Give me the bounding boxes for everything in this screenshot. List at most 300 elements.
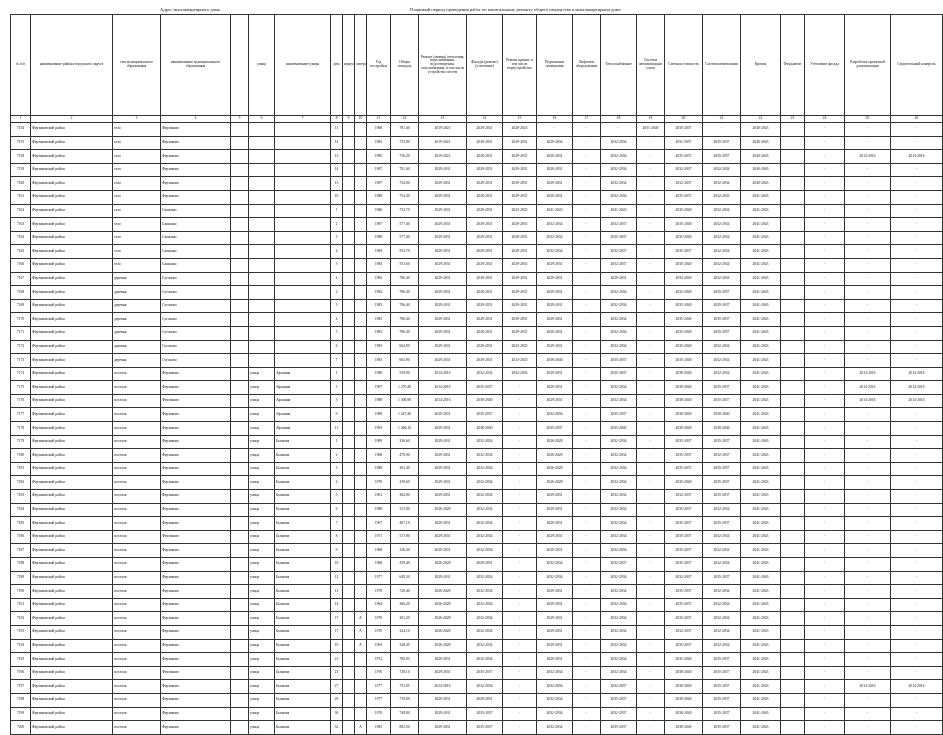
table-cell	[231, 639, 249, 653]
table-cell	[355, 666, 367, 680]
table-cell: деревня	[113, 299, 161, 313]
table-cell: Ферзиково	[161, 625, 231, 639]
table-cell: -	[503, 381, 537, 395]
table-cell: 7189	[11, 571, 31, 585]
table-cell: Афонина	[275, 394, 331, 408]
table-cell: -	[845, 612, 891, 626]
table-cell	[249, 340, 275, 354]
table-cell	[781, 204, 805, 218]
table-cell: 2029-2031	[537, 367, 573, 381]
table-cell: 2032-2034	[601, 435, 637, 449]
table-cell	[343, 381, 355, 395]
table-cell: 2032-2034	[467, 476, 503, 490]
table-cell: 9	[331, 408, 343, 422]
table-cell	[343, 394, 355, 408]
table-cell: Ферзиковский район	[31, 177, 113, 191]
table-cell: -	[891, 558, 943, 572]
table-cell: Ферзиковский район	[31, 204, 113, 218]
table-cell: 756,20	[391, 150, 419, 164]
table-cell: 2038-2040	[537, 354, 573, 368]
table-cell	[231, 177, 249, 191]
table-cell: Бычкова	[275, 435, 331, 449]
table-row	[11, 693, 943, 707]
table-cell	[781, 231, 805, 245]
table-cell: 2029-2031	[419, 190, 467, 204]
table-cell	[355, 476, 367, 490]
table-cell: -	[845, 639, 891, 653]
table-cell: -	[805, 163, 845, 177]
table-cell: 7163	[11, 218, 31, 232]
table-cell: 753,05	[391, 680, 419, 694]
table-cell: -	[891, 340, 943, 354]
table-cell: -	[637, 150, 665, 164]
table-cell: 1967	[367, 517, 391, 531]
table-cell: 2032-2034	[601, 585, 637, 599]
table-cell	[231, 558, 249, 572]
table-cell	[343, 707, 355, 721]
table-cell	[781, 136, 805, 150]
table-row	[11, 272, 943, 286]
table-cell: поселок	[113, 639, 161, 653]
table-cell: 2032-2037	[665, 625, 703, 639]
table-cell: -	[637, 136, 665, 150]
table-cell: Бычкова	[275, 639, 331, 653]
table-cell: 2029-2031	[537, 598, 573, 612]
table-cell: 2032-2034	[467, 585, 503, 599]
table-cell: село	[113, 136, 161, 150]
table-cell: 2040-2043	[741, 136, 781, 150]
table-cell: 2029-2034	[537, 136, 573, 150]
table-cell: улица	[249, 367, 275, 381]
table-cell: -	[805, 150, 845, 164]
table-cell: Ферзиковский район	[31, 666, 113, 680]
table-cell: 1986	[367, 204, 391, 218]
table-cell	[355, 286, 367, 300]
table-cell: 2032-2034	[601, 653, 637, 667]
table-cell: -	[537, 123, 573, 137]
table-cell: -	[503, 721, 537, 735]
table-cell: 1983	[367, 313, 391, 327]
table-cell: 2041-2043	[741, 693, 781, 707]
column-header: литера	[355, 15, 367, 116]
table-cell: 577,40	[391, 231, 419, 245]
table-cell: 2035-2037	[467, 381, 503, 395]
table-cell: 2035-2037	[601, 367, 637, 381]
table-cell: 1984	[367, 258, 391, 272]
table-cell: Ферзиково	[161, 666, 231, 680]
table-cell: 2029-2031	[467, 177, 503, 191]
table-row	[11, 462, 943, 476]
table-cell: 1987	[367, 177, 391, 191]
table-cell	[781, 612, 805, 626]
table-cell: -	[805, 707, 845, 721]
table-cell	[781, 299, 805, 313]
table-cell: 2035-2037	[665, 530, 703, 544]
table-cell	[355, 653, 367, 667]
table-cell: 11	[331, 123, 343, 137]
table-cell: 2038-2040	[665, 422, 703, 436]
table-cell: 2035-2037	[665, 503, 703, 517]
table-cell: 2032-2034	[537, 571, 573, 585]
table-cell: -	[503, 680, 537, 694]
table-cell	[355, 558, 367, 572]
table-cell: 6	[331, 503, 343, 517]
table-cell: 2029-2031	[419, 544, 467, 558]
table-cell: 2029-2031	[467, 299, 503, 313]
table-cell	[343, 367, 355, 381]
table-cell: Ферзиково	[161, 612, 231, 626]
table-cell: 2032-2034	[537, 231, 573, 245]
table-cell: Афонина	[275, 422, 331, 436]
table-cell: -	[891, 218, 943, 232]
table-cell: -	[503, 585, 537, 599]
table-cell: 1968	[367, 123, 391, 137]
table-cell: 3	[331, 381, 343, 395]
table-cell: 7188	[11, 558, 31, 572]
table-cell	[231, 218, 249, 232]
table-cell: 2032-2034	[601, 381, 637, 395]
table-cell: -	[573, 136, 601, 150]
table-cell: 1987	[367, 218, 391, 232]
table-cell: 1988	[367, 462, 391, 476]
table-cell: 2029-2031	[419, 462, 467, 476]
table-cell: -	[845, 625, 891, 639]
table-cell: 1968	[367, 449, 391, 463]
table-cell: -	[805, 490, 845, 504]
column-header: Сметная стоимость	[665, 15, 703, 116]
table-cell: -	[845, 313, 891, 327]
table-cell: 1 306,90	[391, 394, 419, 408]
table-cell: -	[845, 721, 891, 735]
table-cell: улица	[249, 639, 275, 653]
table-cell: 1988	[367, 190, 391, 204]
table-cell: 4	[331, 476, 343, 490]
table-cell	[231, 585, 249, 599]
table-cell: 2	[331, 449, 343, 463]
table-cell: село	[113, 231, 161, 245]
table-cell: -	[503, 598, 537, 612]
table-cell: 2032-2034	[601, 490, 637, 504]
table-cell: 29	[331, 693, 343, 707]
table-cell: 2032-2034	[467, 435, 503, 449]
table-cell: 7195	[11, 653, 31, 667]
table-cell: 2023-2025	[503, 204, 537, 218]
table-cell: 1970	[367, 476, 391, 490]
table-cell: Ферзиково	[161, 190, 231, 204]
table-cell: 2035-2037	[665, 612, 703, 626]
table-cell: 517,00	[391, 530, 419, 544]
table-cell: поселок	[113, 666, 161, 680]
table-cell: 2029-2031	[503, 218, 537, 232]
table-cell: 2020-2031	[537, 163, 573, 177]
table-cell	[355, 530, 367, 544]
table-cell	[275, 299, 331, 313]
table-row	[11, 163, 943, 177]
table-cell: -	[637, 286, 665, 300]
table-cell: 2026-2028	[537, 449, 573, 463]
table-cell: 1983	[367, 299, 391, 313]
table-cell: -	[805, 422, 845, 436]
table-cell: поселок	[113, 558, 161, 572]
table-cell: Ферзиково	[161, 381, 231, 395]
table-cell: 7168	[11, 286, 31, 300]
table-cell: 2029-2031	[467, 190, 503, 204]
table-cell: 2029-2031	[503, 245, 537, 259]
table-cell: 2029-2031	[419, 707, 467, 721]
table-cell: -	[845, 503, 891, 517]
table-cell: 2041-2043	[741, 422, 781, 436]
table-cell: 2032-2034	[601, 571, 637, 585]
table-cell: 7196	[11, 666, 31, 680]
column-header: № п/п	[11, 15, 31, 116]
table-cell: 7186	[11, 530, 31, 544]
table-cell: 2032-2034	[601, 313, 637, 327]
table-cell	[343, 462, 355, 476]
table-cell: 328,45	[391, 639, 419, 653]
table-cell: 2040-2043	[741, 150, 781, 164]
table-cell: 1989	[367, 408, 391, 422]
table-cell: 7182	[11, 476, 31, 490]
table-cell: -	[891, 258, 943, 272]
table-cell: 2035-2040	[665, 313, 703, 327]
table-cell: 2035-2037	[467, 721, 503, 735]
table-cell: 7184	[11, 503, 31, 517]
table-cell: -	[503, 449, 537, 463]
table-cell: -	[845, 449, 891, 463]
table-cell: 2032-2034	[601, 476, 637, 490]
table-cell: 2041-2043	[741, 408, 781, 422]
table-cell: -	[891, 408, 943, 422]
table-cell: 2029-2031	[419, 422, 467, 436]
table-cell: 786,40	[391, 326, 419, 340]
table-cell: А	[355, 625, 367, 639]
table-cell: 2014-2016	[891, 150, 943, 164]
table-cell: 2029-2031	[419, 517, 467, 531]
table-cell: 324,10	[391, 625, 419, 639]
table-cell: 2029-2031	[419, 326, 467, 340]
table-cell: -	[503, 530, 537, 544]
table-cell	[781, 585, 805, 599]
table-cell: 2029-2031	[419, 721, 467, 735]
table-cell: 2032-2034	[703, 163, 741, 177]
table-cell: улица	[249, 530, 275, 544]
table-cell	[249, 286, 275, 300]
table-cell	[343, 326, 355, 340]
table-cell: -	[845, 190, 891, 204]
table-cell	[781, 598, 805, 612]
table-cell: 2035-2037	[601, 408, 637, 422]
table-cell: 7178	[11, 422, 31, 436]
table-cell: -	[601, 123, 637, 137]
table-cell: Бычкова	[275, 517, 331, 531]
table-cell: -	[891, 313, 943, 327]
table-cell: -	[573, 394, 601, 408]
table-cell	[781, 544, 805, 558]
table-cell: 664,90	[391, 354, 419, 368]
table-cell	[343, 272, 355, 286]
table-cell: 2038-2040	[703, 422, 741, 436]
table-cell: -	[891, 653, 943, 667]
table-cell	[343, 653, 355, 667]
table-row	[11, 503, 943, 517]
table-cell: 7169	[11, 299, 31, 313]
table-cell: 7199	[11, 707, 31, 721]
table-row	[11, 340, 943, 354]
table-cell: 2032-2034	[703, 354, 741, 368]
table-cell: 2026-2028	[419, 503, 467, 517]
table-cell: 2035-2037	[703, 517, 741, 531]
table-cell: улица	[249, 490, 275, 504]
table-cell: 2035-2040	[601, 422, 637, 436]
table-cell: Сашкино	[161, 204, 231, 218]
column-number: 21	[703, 116, 741, 123]
table-cell: 2031-2037	[665, 136, 703, 150]
table-cell: -	[573, 190, 601, 204]
table-cell: Ферзиково	[161, 394, 231, 408]
table-cell: -	[573, 666, 601, 680]
table-cell: 1	[331, 204, 343, 218]
table-cell: Ферзиковский район	[31, 707, 113, 721]
table-cell: -	[845, 299, 891, 313]
table-cell: 2029-2031	[467, 231, 503, 245]
repair-schedule-table	[10, 14, 943, 735]
table-cell: 2014-2016	[845, 367, 891, 381]
table-cell: 2038-2040	[665, 408, 703, 422]
table-cell	[249, 272, 275, 286]
table-cell: Бычкова	[275, 653, 331, 667]
table-cell: 2041-2043	[741, 299, 781, 313]
table-cell: Ферзиковский район	[31, 163, 113, 177]
table-cell: 2035-2040	[665, 326, 703, 340]
table-cell: -	[503, 476, 537, 490]
table-cell: 15	[331, 177, 343, 191]
table-cell: -	[573, 286, 601, 300]
table-cell: Ферзиково	[161, 639, 231, 653]
table-cell: -	[891, 123, 943, 137]
table-cell: 5	[331, 490, 343, 504]
table-row	[11, 408, 943, 422]
table-cell	[781, 721, 805, 735]
table-cell: 2029-2031	[419, 354, 467, 368]
table-cell: 2032-2037	[601, 558, 637, 572]
table-cell	[781, 245, 805, 259]
column-header: Разработка проектной документации	[845, 15, 891, 116]
column-header: Утепление фасада	[805, 15, 845, 116]
table-cell: -	[573, 503, 601, 517]
table-cell: Ферзиковский район	[31, 558, 113, 572]
table-cell: 2038-2040	[665, 693, 703, 707]
table-cell: 12	[331, 571, 343, 585]
table-cell: -	[573, 340, 601, 354]
table-cell: 2029-2031	[503, 313, 537, 327]
table-cell	[231, 435, 249, 449]
table-cell	[355, 707, 367, 721]
table-cell: 2041-2043	[741, 585, 781, 599]
table-row	[11, 680, 943, 694]
table-cell	[231, 476, 249, 490]
table-cell: 2035-2037	[703, 653, 741, 667]
table-cell: село	[113, 177, 161, 191]
table-cell: Сугоново	[161, 354, 231, 368]
table-cell	[231, 136, 249, 150]
table-cell: 4	[331, 245, 343, 259]
table-cell: -	[805, 367, 845, 381]
table-cell: 2029-2031	[419, 435, 467, 449]
table-row	[11, 530, 943, 544]
table-row	[11, 123, 943, 137]
table-cell: поселок	[113, 625, 161, 639]
table-cell: Ферзиковский район	[31, 394, 113, 408]
table-cell: -	[805, 680, 845, 694]
table-cell: -	[637, 231, 665, 245]
document-sheet	[10, 4, 936, 735]
table-cell: поселок	[113, 394, 161, 408]
table-cell: 7162	[11, 204, 31, 218]
table-cell	[231, 258, 249, 272]
table-cell: 2041-2043	[741, 639, 781, 653]
table-cell: 2032-2034	[601, 177, 637, 191]
table-cell: село	[113, 190, 161, 204]
table-cell: 2041-2043	[741, 612, 781, 626]
table-cell: 32	[331, 721, 343, 735]
table-cell: 2014-2016	[419, 381, 467, 395]
table-cell: -	[891, 585, 943, 599]
table-cell	[343, 558, 355, 572]
table-cell: 17	[331, 612, 343, 626]
table-cell: -	[503, 462, 537, 476]
table-cell: 2029-2031	[467, 326, 503, 340]
table-cell	[781, 354, 805, 368]
table-cell: 2041-2043	[741, 231, 781, 245]
table-cell: -	[891, 190, 943, 204]
table-cell: село	[113, 150, 161, 164]
table-cell	[781, 639, 805, 653]
table-cell: 2035-2037	[703, 435, 741, 449]
table-cell: -	[573, 150, 601, 164]
table-cell: -	[891, 721, 943, 735]
column-number: 10	[355, 116, 367, 123]
table-cell: 2035-2037	[537, 422, 573, 436]
table-cell	[231, 462, 249, 476]
column-number: 12	[391, 116, 419, 123]
table-cell: -	[845, 571, 891, 585]
table-row	[11, 598, 943, 612]
table-cell: 2029-2031	[467, 150, 503, 164]
table-cell: -	[845, 218, 891, 232]
table-cell: -	[637, 585, 665, 599]
column-number: 24	[805, 116, 845, 123]
column-header: Строительный контроль	[891, 15, 943, 116]
table-cell: Бычкова	[275, 693, 331, 707]
table-cell: 30	[331, 707, 343, 721]
table-cell: -	[805, 245, 845, 259]
table-cell	[781, 693, 805, 707]
table-cell: 1987	[367, 381, 391, 395]
table-cell: 2014-2016	[891, 367, 943, 381]
table-cell	[231, 653, 249, 667]
table-cell: Ферзиковский район	[31, 449, 113, 463]
table-cell: 13	[331, 150, 343, 164]
table-cell: 2035-2040	[665, 258, 703, 272]
table-cell	[781, 449, 805, 463]
table-cell: 2026-2028	[419, 558, 467, 572]
table-cell: 2032-2034	[467, 367, 503, 381]
column-header	[231, 15, 249, 116]
table-cell: А	[355, 639, 367, 653]
table-cell: -	[891, 245, 943, 259]
table-cell: -	[805, 286, 845, 300]
table-cell: Бычкова	[275, 490, 331, 504]
